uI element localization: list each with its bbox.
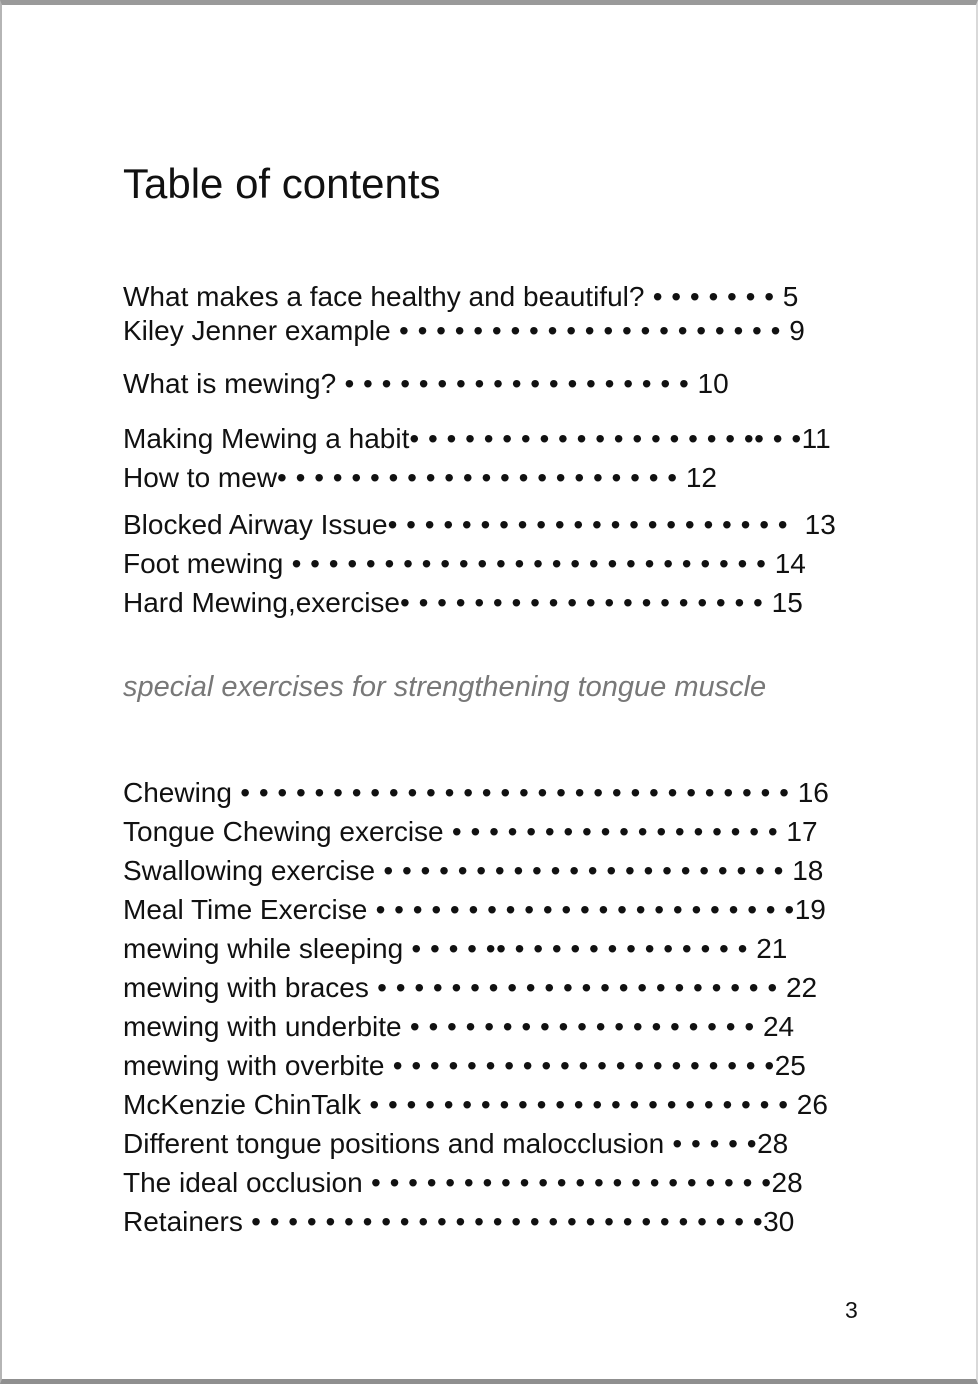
toc-entry (123, 1124, 916, 1163)
toc-entry-label: Foot mewing (123, 548, 284, 579)
toc-entry-leader: • • • • • • • • • • • • • • • • • • • • • • (375, 855, 793, 886)
toc-entry (123, 1046, 916, 1085)
toc-entry-page: 28 (757, 1128, 789, 1159)
page-number: 3 (845, 1297, 858, 1323)
toc-entry-page: 26 (796, 1089, 828, 1120)
toc-entry-page: 9 (789, 315, 805, 346)
toc-entry-leader: • • • • • • • • • • • • • • • • • • • • (400, 587, 772, 618)
toc-entry-label: Retainers (123, 1206, 243, 1237)
toc-entry-label: Blocked Airway Issue (123, 509, 388, 540)
page-content (2, 5, 976, 1241)
toc-entry-label: mewing while sleeping (123, 933, 404, 964)
toc-entry-leader: • • • • • • • • • • • • • • • • • • (443, 816, 787, 847)
toc-entry-label: Swallowing exercise (123, 855, 376, 886)
toc-entry-leader: • • • • • • • • • • • • • • • • • • • • • • • (361, 1089, 797, 1120)
toc-entry-label: Kiley Jenner example (123, 315, 391, 346)
toc-entry-page: 11 (801, 423, 831, 454)
toc-entry-leader: • • • • • • • • • • • • • • • • • • • • • • • • • • • • (242, 1206, 764, 1237)
toc-entry (123, 419, 916, 458)
toc-entry-leader: • • • • • • • • • • • • • • • • • • • • • • (362, 1167, 772, 1198)
toc-entry (123, 583, 916, 622)
toc-entry (123, 505, 916, 544)
toc-entry-label: Hard Mewing,exercise (123, 587, 400, 618)
toc-entry-page: 14 (774, 548, 806, 579)
toc-entry-label: McKenzie ChinTalk (123, 1089, 362, 1120)
toc-entry-label: How to mew (123, 462, 278, 493)
toc-entry-leader: • • • • • • • • • • • • • • • • • • • • • • • • • • • • • • (231, 777, 798, 808)
toc-entry (123, 364, 916, 403)
toc-entry-label: What is mewing? (123, 368, 337, 399)
toc-entry-leader: • • • • • (664, 1128, 758, 1159)
toc-entry-page: 19 (794, 894, 826, 925)
toc-entry (123, 314, 916, 348)
toc-entry (123, 1007, 916, 1046)
toc-entry-leader: • • • • • • • • • • • • • • • • • • • (336, 368, 698, 399)
toc-entry (123, 458, 916, 497)
toc-entry-page: 10 (697, 368, 729, 399)
toc-entry-leader: • • • • • • • (644, 281, 783, 312)
toc-entry-page: 15 (771, 587, 803, 618)
toc-entry-label: Tongue Chewing exercise (123, 816, 444, 847)
section-note: special exercises for strengthening tongue muscle (123, 671, 767, 703)
toc-entry (123, 1202, 916, 1241)
toc-entry-page: 24 (762, 1011, 795, 1042)
toc-entry-page: 16 (797, 777, 829, 808)
toc-entry-page: 17 (786, 816, 818, 847)
page-title: Table of contents (123, 160, 441, 207)
toc-entry-page: 28 (771, 1167, 803, 1198)
toc-entry-label: Chewing (123, 777, 232, 808)
toc-entry-page: 12 (685, 462, 718, 493)
toc-entry-page: 30 (763, 1206, 795, 1237)
toc-entry-page: 5 (782, 281, 799, 312)
toc-entry-label: Different tongue positions and malocclusion (123, 1128, 665, 1159)
toc-entry-label: What makes a face healthy and beautiful? (123, 281, 645, 312)
toc-entry (123, 773, 916, 812)
toc-entry (123, 280, 916, 314)
toc-entry-label: mewing with braces (123, 972, 369, 1003)
toc-entry-leader: • • • • • • • • • • • • • • • • • • • • • • • • • • (283, 548, 775, 579)
toc-entry-label: mewing with underbite (123, 1011, 402, 1042)
toc-entry-page: 25 (774, 1050, 806, 1081)
toc-entry-page: 22 (785, 972, 818, 1003)
toc-entry (123, 968, 916, 1007)
toc-entry (123, 929, 916, 968)
toc-entry-page: 21 (756, 933, 788, 964)
toc-entry (123, 890, 916, 929)
toc-entry-page: 13 (804, 509, 836, 540)
toc-entry-leader: • • • • • • • • • • • • • • • • • • • • • • (277, 462, 686, 493)
toc-group-issues (123, 505, 916, 622)
toc-entry (123, 851, 916, 890)
toc-entry-label: The ideal occlusion (123, 1167, 363, 1198)
toc-entry-leader: • • • • • • • • • • • • • • • • • • •• • • (409, 423, 802, 454)
toc-entry-leader: • • • • •• • • • • • • • • • • • • • (403, 933, 757, 964)
toc-entry (123, 1085, 916, 1124)
toc-entry-leader: • • • • • • • • • • • • • • • • • • • (401, 1011, 763, 1042)
toc-entry-page: 18 (792, 855, 824, 886)
toc-entry-leader: • • • • • • • • • • • • • • • • • • • • • (384, 1050, 775, 1081)
toc-group-habit (123, 419, 916, 497)
toc-entry-label: mewing with overbite (123, 1050, 385, 1081)
toc-entry-leader: • • • • • • • • • • • • • • • • • • • • • • (368, 972, 786, 1003)
toc-entry-leader: • • • • • • • • • • • • • • • • • • • • • • • (367, 894, 795, 925)
toc-entry-leader: • • • • • • • • • • • • • • • • • • • • • (390, 315, 790, 346)
toc-entry-leader: • • • • • • • • • • • • • • • • • • • • • • (387, 509, 805, 540)
toc-entry (123, 812, 916, 851)
toc-group-exercises (123, 773, 916, 1241)
toc-group-what-is-mewing (123, 364, 916, 403)
toc-entry (123, 544, 916, 583)
toc-entry-label: Making Mewing a habit (123, 423, 410, 454)
toc-entry-label: Meal Time Exercise (123, 894, 368, 925)
toc-entry (123, 1163, 916, 1202)
toc-group-intro (123, 280, 916, 348)
